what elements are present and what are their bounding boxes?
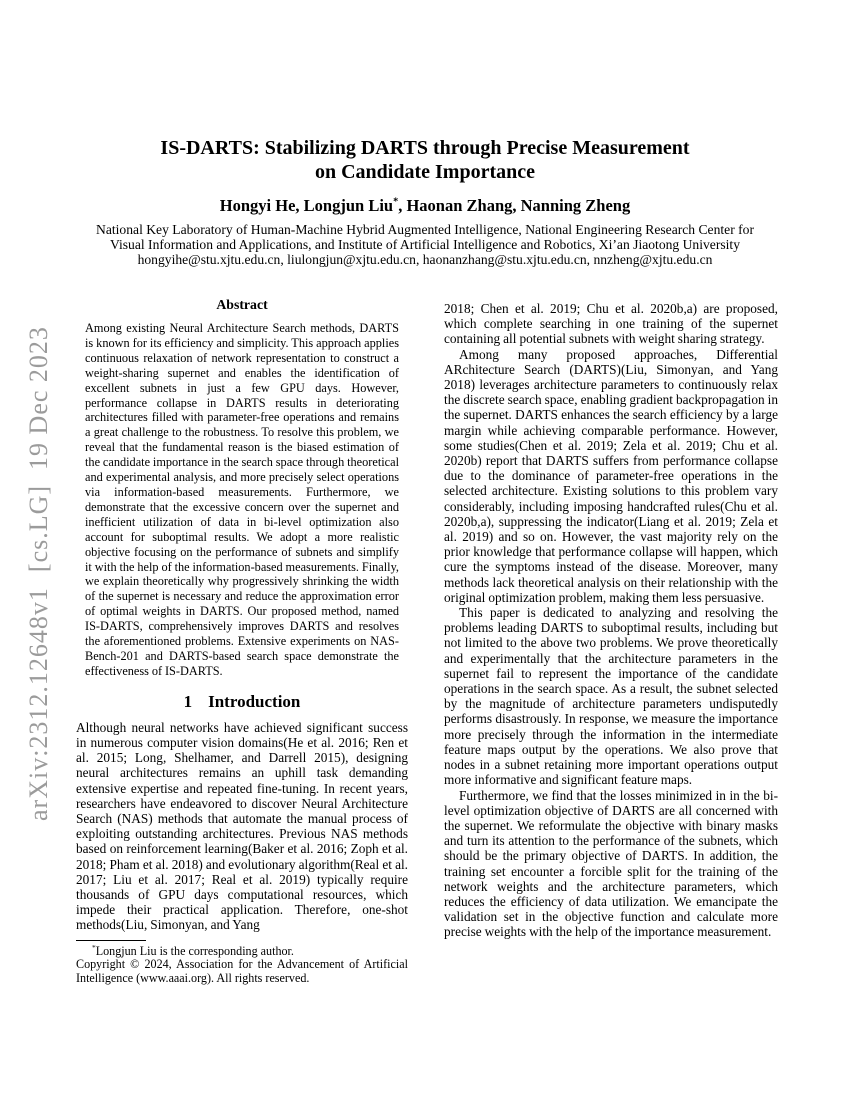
title-line-2: on Candidate Importance	[314, 161, 535, 183]
intro-paragraph-3: This paper is dedicated to analyzing and resolving the problems leading DARTS to suboptimal results, including but not limited to the above two problems. We prove theoretically and experimentally that the architecture parameters in the supernet fail to represent the importance of the candidate operations in the search space. As a result, the subnet selected by the magnitude of architecture parameters undisputedly performs disastrously. In response, we measure the importance more precisely through the information in the intermediate feature maps output by the operations. We also prove that nodes in a subnet retaining more important operations output more informative and significant feature maps.	[444, 605, 778, 788]
abstract-text: Among existing Neural Architecture Search methods, DARTS is known for its efficiency and simplicity. This approach applies continuous relaxation of network representation to construct a weight-sharing supernet and enables the identification of excellent subnets in just a few GPU days. However, performance collapse in DARTS results in deteriorating architectures filled with parameter-free operations and remains a great challenge to the robustness. To resolve this problem, we reveal that the fundamental reason is the biased estimation of the candidate importance in the search space through theoretical and experimental analysis, and more precisely select operations via information-based measurements. Furthermore, we demonstrate that the excessive concern over the supernet and inefficient utilization of data in bi-level optimization also account for suboptimal results. We adopt a more realistic objective focusing on the performance of subnets and simplify it with the help of the information-based measurements. Finally, we explain theoretically why progressively shrinking the width of the supernet is necessary and reduce the approximation error of optimal weights in DARTS. Our proposed method, named IS-DARTS, comprehensively improves DARTS and resolves the aforementioned problems. Extensive experiments on NAS-Bench-201 and DARTS-based search space demonstrate the effectiveness of IS-DARTS.	[85, 321, 399, 678]
section-title: Introduction	[208, 691, 301, 711]
affiliation-line-1: National Key Laboratory of Human-Machine Hybrid Augmented Intelligence, National Engineering Research Center for	[96, 222, 754, 237]
intro-paragraph-2: Among many proposed approaches, Differential ARchitecture Search (DARTS)(Liu, Simonyan, and Yang 2018) leverages architecture parameters to continuously relax the discrete search space, enabling gradient backpropagation in the supernet. DARTS enhances the search efficiency by a large margin while achieving comparable performance. However, some studies(Chen et al. 2019; Zela et al. 2019; Chu et al. 2020b) report that DARTS suffers from performance collapse due to the dominance of parameter-free operations in the selected architecture. Existing solutions to this problem vary considerably, including imposing handcrafted rules(Chu et al. 2020b,a), suppressing the indicator(Liang et al. 2019; Zela et al. 2019) and so on. However, the vast majority rely on the prior knowledge that performance collapse will happen, which cure the symptoms instead of the disease. Moreover, many methods lack theoretical analysis on their relationship with the original optimization problem, making them less persuasive.	[444, 346, 778, 605]
affiliation-line-2: Visual Information and Applications, and Institute of Artificial Intelligence and Robotics, Xi’an Jiaotong University	[109, 237, 741, 253]
corresponding-author-note	[76, 942, 408, 959]
authors-part-1: Hongyi He, Longjun Liu	[219, 196, 394, 215]
corresponding-author-text: Longjun Liu is the corresponding author.	[95, 943, 294, 958]
footnote-block	[76, 940, 408, 986]
authors-line	[0, 196, 850, 216]
copyright-notice: Copyright © 2024, Association for the Advancement of Artificial Intelligence (www.aaai.org). All rights reserved.	[76, 957, 408, 985]
introduction-section-heading	[76, 692, 408, 711]
arxiv-watermark: arXiv:2312.12648v1 [cs.LG] 19 Dec 2023	[24, 326, 53, 821]
section-number: 1	[183, 691, 193, 711]
paper-title	[0, 136, 850, 184]
title-block	[0, 136, 850, 268]
intro-paragraph-4: Furthermore, we find that the losses minimized in in the bi-level optimization objective of DARTS are all concerned with the supernet. We reformulate the objective with binary masks and turn its attention to the performance of the subnets, which should be the primary objective of DARTS. In addition, the training set encounter a forcible split for the training of the network weights and the architecture parameters, which reduces the efficiency of data utilization. We emancipate the validation set in the objective function and calculate more precise weights with the help of the importance measurement.	[444, 787, 778, 940]
right-column	[444, 301, 778, 940]
footnote-asterisk: *	[92, 942, 96, 952]
corresponding-author-asterisk: *	[393, 196, 399, 208]
abstract-heading: Abstract	[216, 297, 268, 312]
author-emails: hongyihe@stu.xjtu.edu.cn, liulongjun@xjtu.edu.cn, haonanzhang@stu.xjtu.edu.cn, nnzheng@xjtu.edu.cn	[137, 252, 713, 268]
title-line-1: IS-DARTS: Stabilizing DARTS through Precise Measurement	[160, 137, 690, 159]
footnote-rule	[76, 940, 146, 941]
intro-paragraph-1: Although neural networks have achieved significant success in numerous computer vision domains(He et al. 2016; Ren et al. 2015; Long, Shelhamer, and Darrell 2015), designing neural architectures remains an uphill task demanding extensive expertise and repeated fine-tuning. In recent years, researchers have endeavored to discover Neural Architecture Search (NAS) methods that automate the manual process of exploiting outstanding architectures. Previous NAS methods based on reinforcement learning(Baker et al. 2016; Zoph et al. 2018; Pham et al. 2018) and evolutionary algorithm(Real et al. 2017; Liu et al. 2017; Real et al. 2019) typically require thousands of GPU days computational resources, which impede their practical application. Therefore, one-shot methods(Liu, Simonyan, and Yang	[76, 719, 408, 933]
intro-paragraph-1-continued: 2018; Chen et al. 2019; Chu et al. 2020b,a) are proposed, which complete searching in one training of the supernet containing all potential subnets with weight sharing strategy.	[444, 301, 778, 347]
affiliation-block	[0, 222, 850, 268]
left-column	[76, 297, 408, 986]
authors-part-2: , Haonan Zhang, Nanning Zheng	[398, 196, 631, 215]
